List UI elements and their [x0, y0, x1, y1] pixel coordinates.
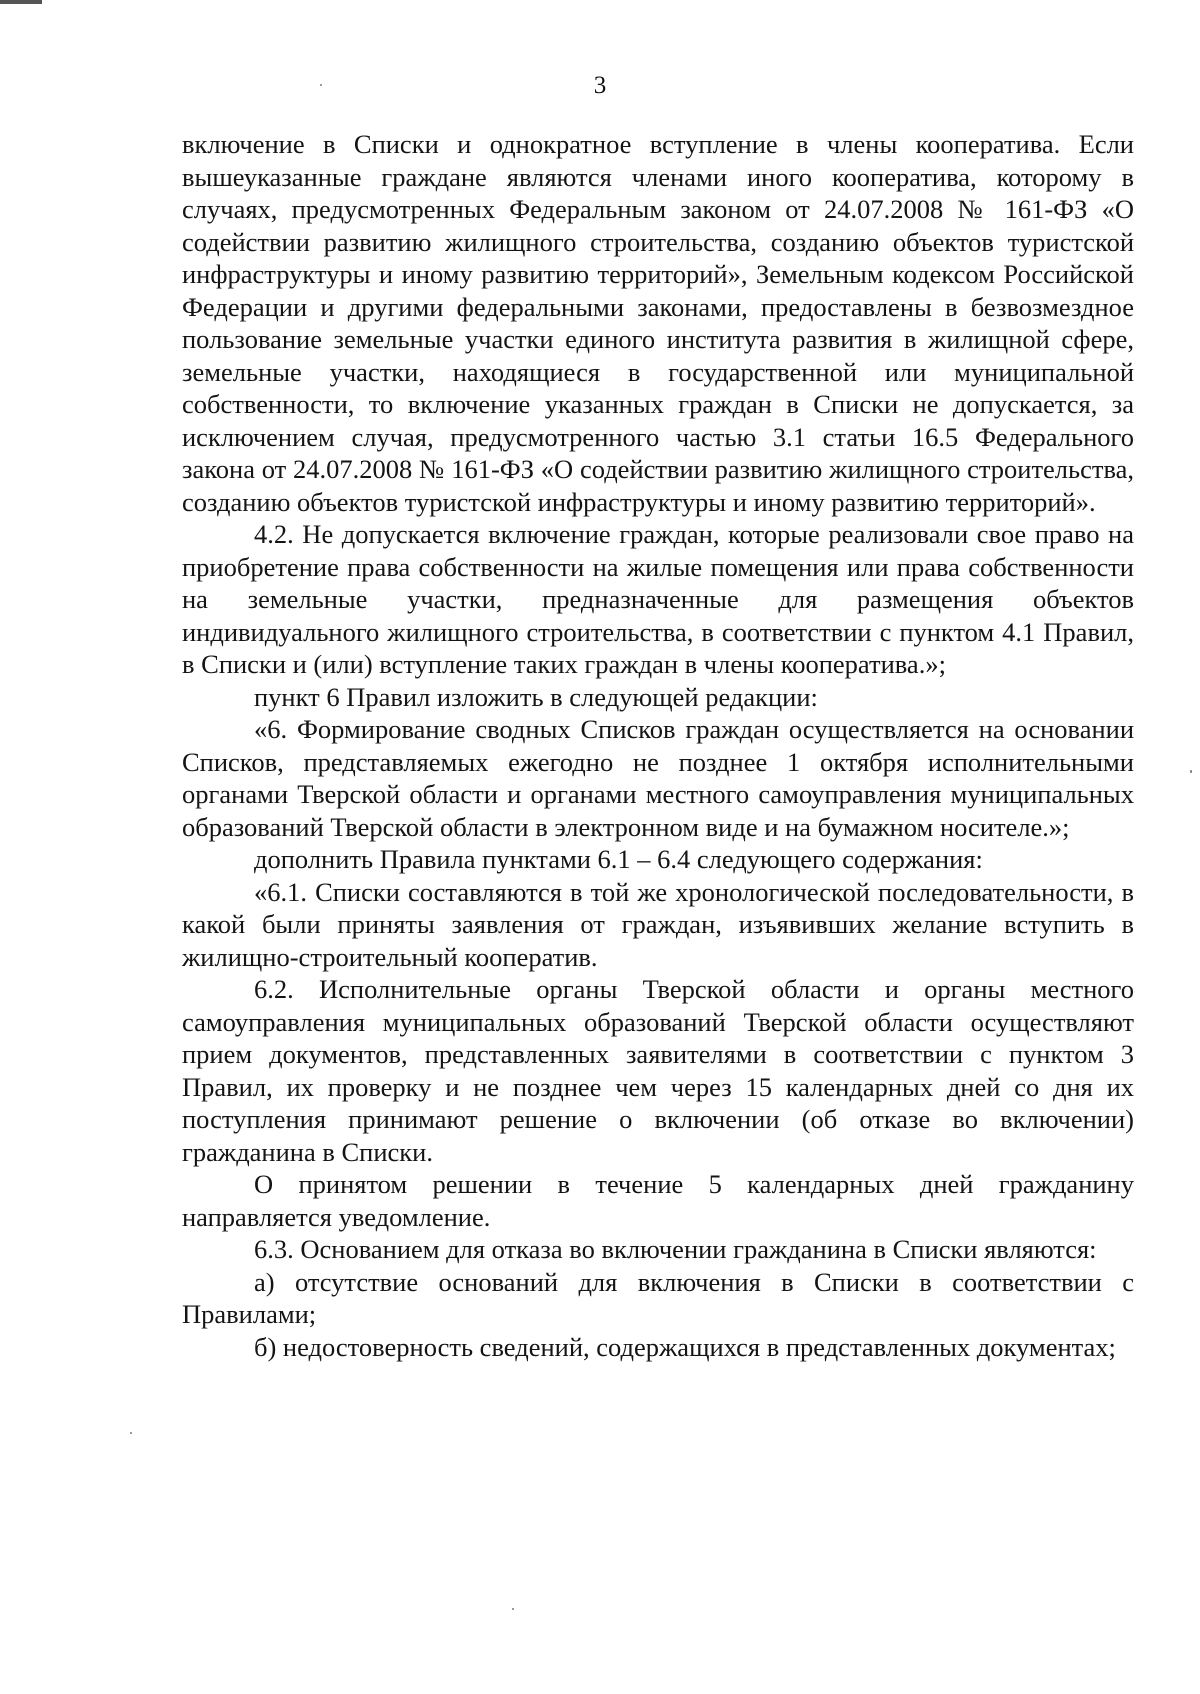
paragraph-6: «6. Формирование сводных Списков граждан осуществляется на основании Списков, представляемых ежегодно не позднее 1 октября исполнительными органами Тверской области и органами местного самоуправления муниципальных образований Тверской области в электронном виде и на бумажном носителе.»;: [182, 714, 1134, 842]
paragraph-6-1: «6.1. Списки составляются в той же хронологической последовательности, в какой были приняты заявления от граждан, изъявивших желание вступить в жилищно-строительный кооператив.: [182, 876, 1134, 972]
page-number: 3: [593, 72, 607, 99]
paragraph-6-3-b: б) недостоверность сведений, содержащихся в представленных документах;: [254, 1331, 1116, 1362]
scan-speck: [512, 1608, 514, 1610]
paragraph-6-3: 6.3. Основанием для отказа во включении гражданина в Списки являются:: [254, 1234, 1097, 1264]
paragraph-supplement-intro: дополнить Правила пунктами 6.1 – 6.4 следующего содержания:: [254, 844, 983, 874]
paragraph-6-2: 6.2. Исполнительные органы Тверской области и органы местного самоуправления муниципальных образований Тверской области осуществляют прием документов, представленных заявителями в соответствии с пунктом 3 Правил, их проверку и не позднее чем через 15 календарных дней со дня их поступления принимают решение о включении (об отказе во включении) гражданина в Списки.: [182, 974, 1134, 1167]
scan-speck: [1190, 770, 1192, 773]
document-body: [182, 128, 1134, 1363]
scan-speck: [130, 1432, 132, 1434]
scan-speck: [320, 84, 322, 86]
paragraph-4-2: 4.2. Не допускается включение граждан, которые реализовали свое право на приобретение права собственности на жилые помещения или права собственности на земельные участки, предназначенные для размещения объектов индивидуального жилищного строительства, в соответствии с пунктом 4.1 Правил, в Списки и (или) вступление таких граждан в члены кооператива.»;: [182, 519, 1134, 679]
paragraph-6-3-a: а) отсутствие оснований для включения в Списки в соответствии с Правилами;: [182, 1266, 1134, 1329]
paragraph-point-6-intro: пункт 6 Правил изложить в следующей редакции:: [254, 681, 818, 712]
paragraph-continuation: включение в Списки и однократное вступление в члены кооператива. Если вышеуказанные граждане являются членами иного кооператива, которому в случаях, предусмотренных Федеральным законом от 24.07.2008 № 161-ФЗ «О содействии развитию жилищного строительства, созданию объектов туристской инфраструктуры и иному развитию территорий», Земельным кодексом Российской Федерации и другими федеральными законами, предоставлены в безвозмездное пользование земельные участки единого института развития в жилищной сфере, земельные участки, находящиеся в государственной или муниципальной собственности, то включение указанных граждан в Списки не допускается, за исключением случая, предусмотренного частью 3.1 статьи 16.5 Федерального закона от 24.07.2008 № 161-ФЗ «О содействии развитию жилищного строительства, созданию объектов туристской инфраструктуры и иному развитию территорий».: [182, 129, 1134, 517]
paragraph-notification: О принятом решении в течение 5 календарных дней гражданину направляется уведомление.: [182, 1169, 1134, 1232]
scan-edge-mark: [0, 0, 42, 4]
